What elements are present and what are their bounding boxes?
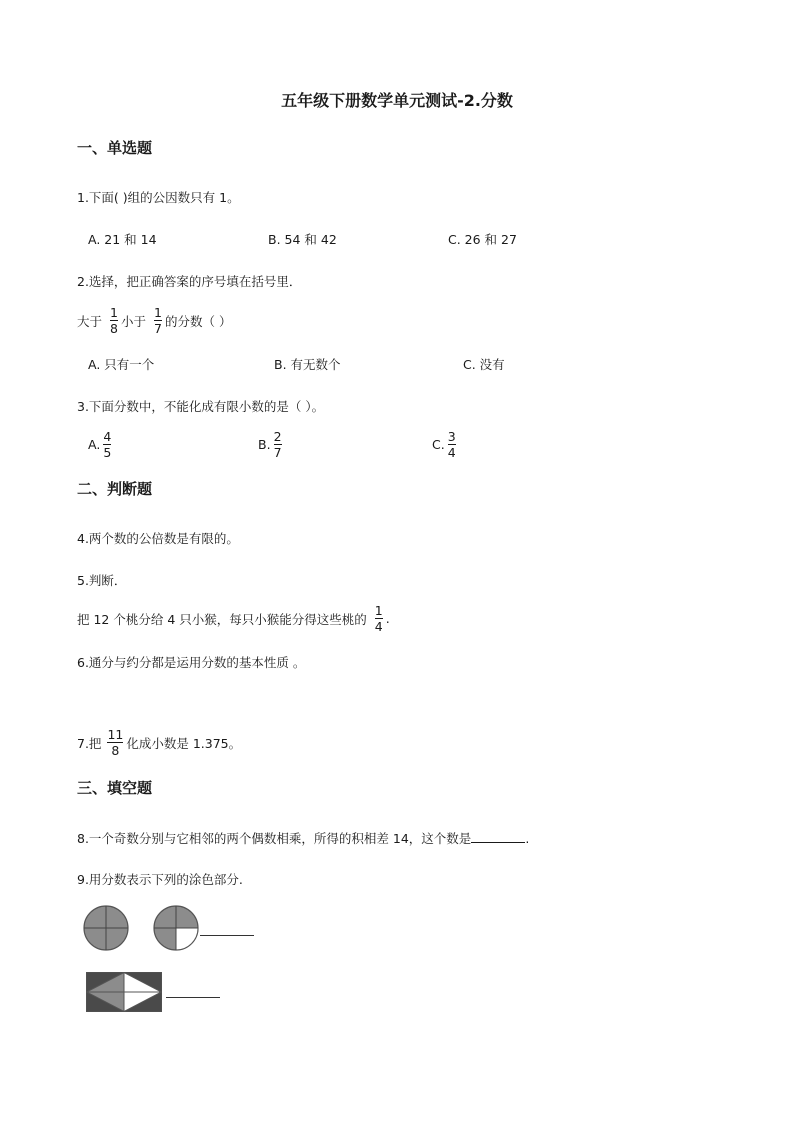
question-2-option-a[interactable]: A. 只有一个 [88,357,155,372]
fraction-two-sevenths [274,430,282,459]
question-3-option-a[interactable] [88,430,114,459]
question-8-body [77,829,529,847]
question-2-option-c[interactable]: C. 没有 [463,357,505,372]
answer-blank[interactable] [471,832,525,843]
question-2-body [77,306,232,335]
fraction-denominator: 8 [111,743,120,758]
question-3-stem: 3.下面分数中，不能化成有限小数的是（ ）。 [77,399,325,414]
fraction-eleven-eighths [107,728,123,757]
fraction-numerator: 1 [154,305,162,320]
question-7-text-post: 化成小数是 1.375。 [126,735,242,751]
page-title: 五年级下册数学单元测试-2.分数 [281,91,513,110]
fraction-denominator: 4 [447,445,456,460]
fraction-four-fifths [103,430,111,459]
question-8-end: . [525,831,530,846]
question-2-text-mid: 小于 [121,313,147,329]
fraction-numerator: 11 [107,727,124,742]
question-7-text-pre: 7.把 [77,735,102,751]
section-heading-single-choice: 一、单选题 [77,139,153,157]
fraction-one-eighth [110,306,118,335]
question-4-stem: 4.两个数的公倍数是有限的。 [77,531,239,546]
question-3-option-b[interactable] [258,430,285,459]
fraction-denominator: 8 [110,321,118,336]
question-6-stem: 6.通分与约分都是运用分数的基本性质 。 [77,655,306,670]
fraction-denominator: 5 [103,445,112,460]
fraction-denominator: 7 [273,445,282,460]
fraction-numerator: 2 [273,429,282,444]
question-2-text-post: 的分数（ ） [165,313,232,329]
question-1-option-a[interactable]: A. 21 和 14 [88,232,157,247]
option-label: B. [258,437,271,452]
question-2-stem: 2.选择，把正确答案的序号填在括号里． [77,274,302,289]
fraction-numerator: 1 [110,305,118,320]
question-1-stem: 1.下面( )组的公因数只有 1。 [77,190,240,205]
circle-figure-three-quarters [152,904,200,952]
question-3-option-c[interactable] [432,430,459,459]
question-1-option-c[interactable]: C. 26 和 27 [448,232,517,247]
question-9-stem: 9.用分数表示下列的涂色部分. [77,872,243,887]
answer-line-circles[interactable] [200,935,254,936]
fraction-numerator: 1 [374,603,383,618]
question-5-stem: 5.判断． [77,573,127,588]
fraction-one-seventh [154,306,162,335]
fraction-three-quarters [448,430,456,459]
question-1-option-b[interactable]: B. 54 和 42 [268,232,337,247]
answer-line-rectangle[interactable] [166,997,220,998]
question-5-body [77,604,390,633]
fraction-numerator: 3 [447,429,456,444]
section-heading-true-false: 二、判断题 [77,480,153,498]
question-2-option-b[interactable]: B. 有无数个 [274,357,341,372]
option-label: A. [88,437,101,452]
fraction-denominator: 4 [374,619,383,634]
question-2-text-pre: 大于 [77,313,103,329]
fraction-denominator: 7 [154,321,162,336]
rectangle-triangle-figure [86,972,162,1012]
circle-figure-full [82,904,130,952]
question-5-end: . [385,611,390,626]
question-7-body [77,728,241,757]
option-label: C. [432,437,445,452]
fraction-numerator: 4 [103,429,112,444]
fraction-one-quarter [375,604,383,633]
question-5-text: 把 12 个桃分给 4 只小猴，每只小猴能分得这些桃的 [77,611,367,627]
question-8-stem: 8.一个奇数分别与它相邻的两个偶数相乘，所得的积相差 14，这个数是 [77,831,472,846]
section-heading-fill-in: 三、填空题 [77,779,153,797]
